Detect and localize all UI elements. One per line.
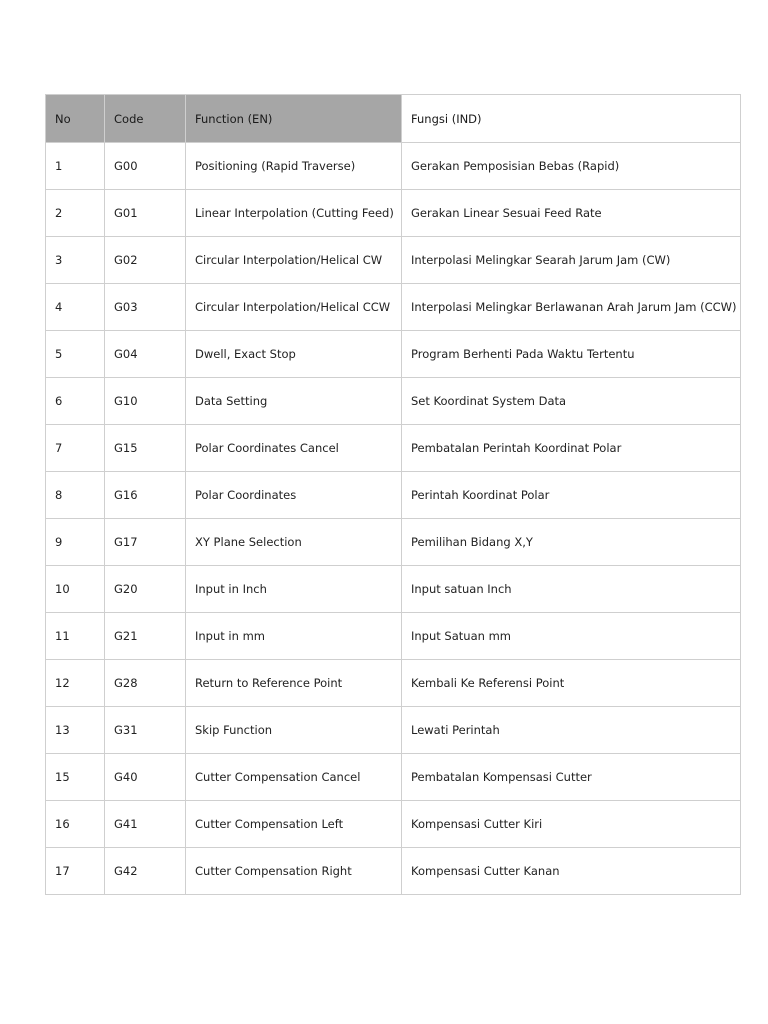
table-row (46, 284, 741, 331)
cell-fungsi-ind: Interpolasi Melingkar Berlawanan Arah Jarum Jam (CCW) (402, 284, 741, 331)
cell-function-en: Dwell, Exact Stop (186, 331, 402, 378)
cell-fungsi-ind: Input satuan Inch (402, 566, 741, 613)
cell-fungsi-ind: Pembatalan Perintah Koordinat Polar (402, 425, 741, 472)
cell-no: 10 (46, 566, 105, 613)
cell-function-en: Circular Interpolation/Helical CW (186, 237, 402, 284)
table-row (46, 331, 741, 378)
cell-no: 8 (46, 472, 105, 519)
cell-code: G03 (105, 284, 186, 331)
cell-fungsi-ind: Interpolasi Melingkar Searah Jarum Jam (CW) (402, 237, 741, 284)
cell-function-en: Return to Reference Point (186, 660, 402, 707)
table-row (46, 378, 741, 425)
cell-code: G10 (105, 378, 186, 425)
cell-fungsi-ind: Gerakan Pemposisian Bebas (Rapid) (402, 143, 741, 190)
cell-no: 3 (46, 237, 105, 284)
cell-no: 2 (46, 190, 105, 237)
cell-function-en: Input in Inch (186, 566, 402, 613)
cell-fungsi-ind: Set Koordinat System Data (402, 378, 741, 425)
cell-function-en: Data Setting (186, 378, 402, 425)
cell-function-en: Skip Function (186, 707, 402, 754)
header-fungsi-ind: Fungsi (IND) (402, 95, 741, 143)
cell-function-en: XY Plane Selection (186, 519, 402, 566)
table-row (46, 237, 741, 284)
table-body (46, 143, 741, 895)
cell-no: 6 (46, 378, 105, 425)
table-row (46, 472, 741, 519)
cell-no: 17 (46, 848, 105, 895)
cell-function-en: Input in mm (186, 613, 402, 660)
table-row (46, 613, 741, 660)
table-row (46, 754, 741, 801)
cell-no: 15 (46, 754, 105, 801)
cell-no: 13 (46, 707, 105, 754)
table-row (46, 425, 741, 472)
cell-function-en: Positioning (Rapid Traverse) (186, 143, 402, 190)
header-code: Code (105, 95, 186, 143)
cell-fungsi-ind: Lewati Perintah (402, 707, 741, 754)
table-row (46, 566, 741, 613)
cell-fungsi-ind: Program Berhenti Pada Waktu Tertentu (402, 331, 741, 378)
cell-fungsi-ind: Kompensasi Cutter Kiri (402, 801, 741, 848)
cell-no: 5 (46, 331, 105, 378)
cell-fungsi-ind: Input Satuan mm (402, 613, 741, 660)
cell-code: G17 (105, 519, 186, 566)
table-row (46, 848, 741, 895)
cell-no: 11 (46, 613, 105, 660)
table-row (46, 707, 741, 754)
cell-code: G16 (105, 472, 186, 519)
cell-fungsi-ind: Pembatalan Kompensasi Cutter (402, 754, 741, 801)
cell-code: G41 (105, 801, 186, 848)
cell-no: 1 (46, 143, 105, 190)
cell-code: G15 (105, 425, 186, 472)
gcode-table (45, 94, 741, 895)
cell-function-en: Linear Interpolation (Cutting Feed) (186, 190, 402, 237)
cell-function-en: Cutter Compensation Cancel (186, 754, 402, 801)
cell-code: G01 (105, 190, 186, 237)
cell-code: G20 (105, 566, 186, 613)
table-row (46, 143, 741, 190)
cell-code: G28 (105, 660, 186, 707)
cell-code: G21 (105, 613, 186, 660)
cell-fungsi-ind: Kembali Ke Referensi Point (402, 660, 741, 707)
cell-code: G40 (105, 754, 186, 801)
cell-no: 4 (46, 284, 105, 331)
table-row (46, 801, 741, 848)
table-header-row (46, 95, 741, 143)
cell-code: G04 (105, 331, 186, 378)
cell-function-en: Polar Coordinates (186, 472, 402, 519)
cell-fungsi-ind: Kompensasi Cutter Kanan (402, 848, 741, 895)
cell-no: 9 (46, 519, 105, 566)
cell-function-en: Cutter Compensation Right (186, 848, 402, 895)
table-row (46, 190, 741, 237)
cell-code: G42 (105, 848, 186, 895)
cell-function-en: Polar Coordinates Cancel (186, 425, 402, 472)
table-row (46, 519, 741, 566)
cell-code: G02 (105, 237, 186, 284)
cell-function-en: Cutter Compensation Left (186, 801, 402, 848)
cell-fungsi-ind: Gerakan Linear Sesuai Feed Rate (402, 190, 741, 237)
cell-no: 12 (46, 660, 105, 707)
cell-code: G00 (105, 143, 186, 190)
cell-no: 7 (46, 425, 105, 472)
cell-code: G31 (105, 707, 186, 754)
header-function-en: Function (EN) (186, 95, 402, 143)
cell-function-en: Circular Interpolation/Helical CCW (186, 284, 402, 331)
cell-fungsi-ind: Perintah Koordinat Polar (402, 472, 741, 519)
cell-no: 16 (46, 801, 105, 848)
table-row (46, 660, 741, 707)
cell-fungsi-ind: Pemilihan Bidang X,Y (402, 519, 741, 566)
header-no: No (46, 95, 105, 143)
